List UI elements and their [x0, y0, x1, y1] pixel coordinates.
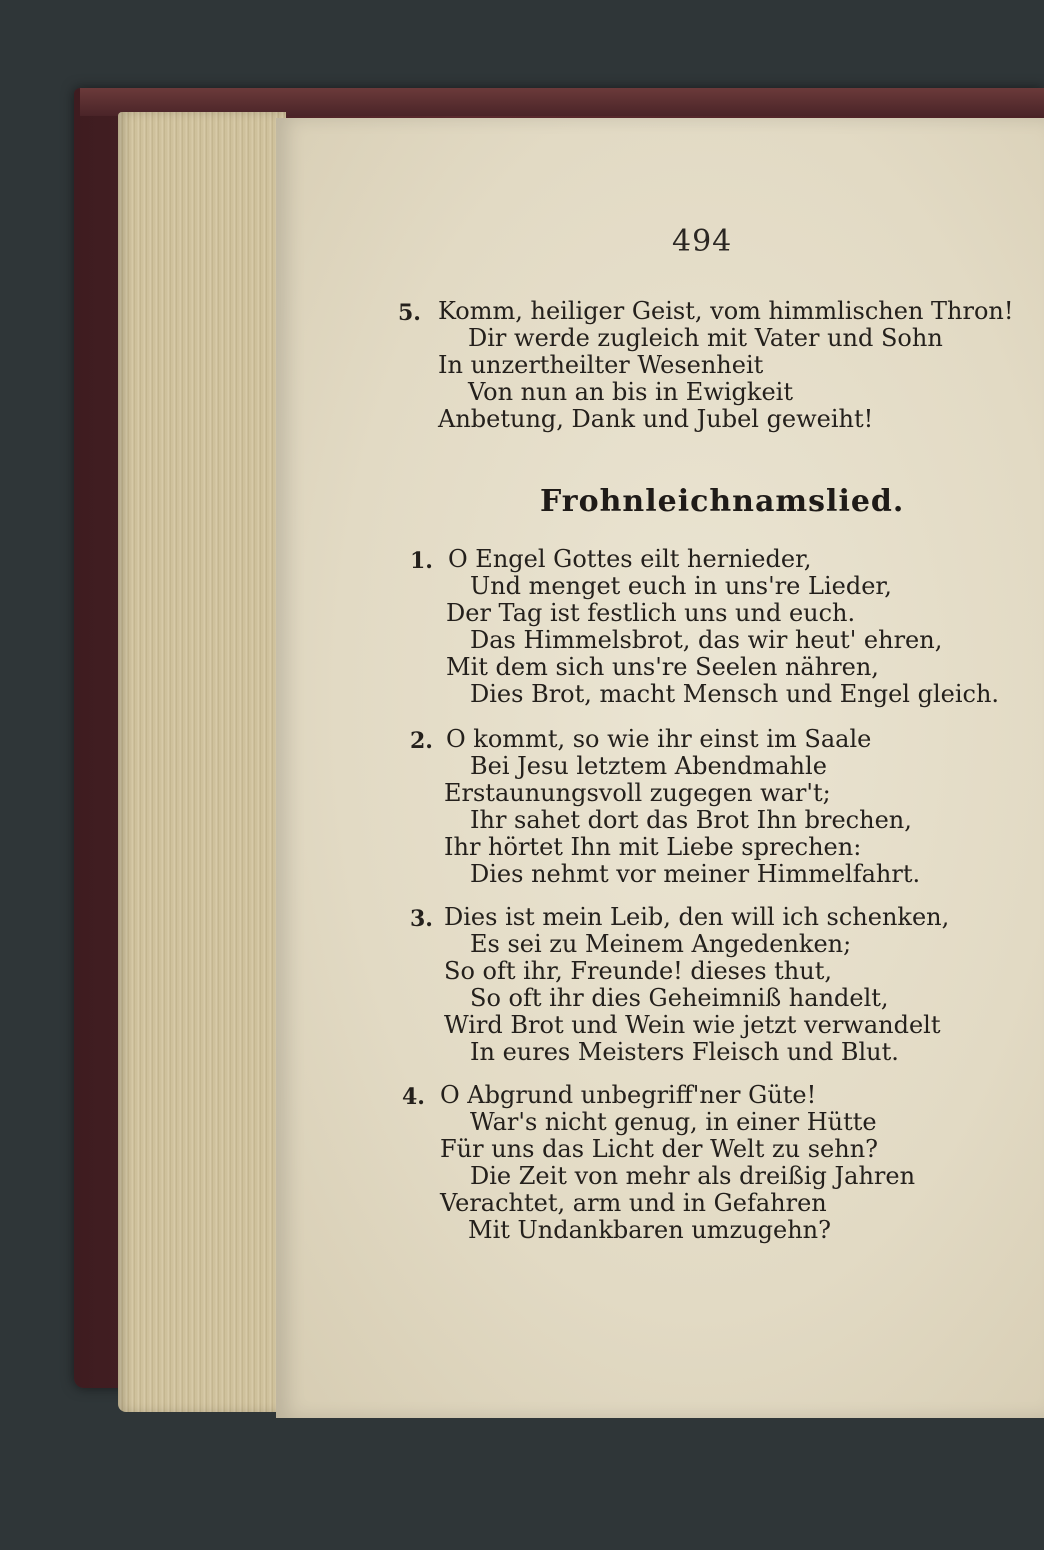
verse-1-number: 1.: [410, 548, 433, 574]
verse-1-line-3: Der Tag ist festlich uns und euch.: [446, 599, 856, 627]
verse-4-line-3: Für uns das Licht der Welt zu sehn?: [440, 1135, 879, 1163]
verse-5-line-1: Komm, heiliger Geist, vom himmlischen Thron!: [438, 297, 1014, 325]
verse-5-number: 5.: [398, 300, 421, 326]
verse-3-number: 3.: [410, 906, 433, 932]
page-number: 494: [672, 224, 733, 259]
verse-4-line-4: Die Zeit von mehr als dreißig Jahren: [470, 1162, 916, 1190]
verse-4-line-6: Mit Undankbaren umzugehn?: [468, 1216, 831, 1244]
verse-1-line-6: Dies Brot, macht Mensch und Engel gleich.: [470, 680, 1000, 708]
verse-1-line-2: Und menget euch in uns're Lieder,: [470, 572, 892, 600]
verse-2-line-6: Dies nehmt vor meiner Himmelfahrt.: [470, 860, 921, 888]
verse-3-line-2: Es sei zu Meinem Angedenken;: [470, 930, 852, 958]
verse-2-line-5: Ihr hörtet Ihn mit Liebe sprechen:: [444, 833, 862, 861]
verse-4-line-5: Verachtet, arm und in Gefahren: [440, 1189, 827, 1217]
verse-1-line-4: Das Himmelsbrot, das wir heut' ehren,: [470, 626, 943, 654]
verse-3-line-4: So oft ihr dies Geheimniß handelt,: [470, 984, 889, 1012]
page-edges: [118, 112, 286, 1412]
verse-2-line-3: Erstaunungsvoll zugegen war't;: [444, 779, 831, 807]
verse-1-line-5: Mit dem sich uns're Seelen nähren,: [446, 653, 879, 681]
verse-2-line-4: Ihr sahet dort das Brot Ihn brechen,: [470, 806, 912, 834]
verse-5-line-2: Dir werde zugleich mit Vater und Sohn: [468, 324, 943, 352]
verse-5-line-5: Anbetung, Dank und Jubel geweiht!: [438, 405, 874, 433]
verse-4-number: 4.: [402, 1084, 425, 1110]
verse-3-line-1: Dies ist mein Leib, den will ich schenken,: [444, 903, 950, 931]
verse-2-line-2: Bei Jesu letztem Abendmahle: [470, 752, 827, 780]
verse-1-line-1: O Engel Gottes eilt hernieder,: [448, 545, 812, 573]
verse-4-line-2: War's nicht genug, in einer Hütte: [470, 1108, 877, 1136]
verse-3-line-5: Wird Brot und Wein wie jetzt verwandelt: [444, 1011, 941, 1039]
verse-4-line-1: O Abgrund unbegriff'ner Güte!: [440, 1081, 817, 1109]
verse-2-number: 2.: [410, 728, 433, 754]
hymn-title: Frohnleichnamslied.: [540, 484, 905, 519]
verse-5-line-4: Von nun an bis in Ewigkeit: [468, 378, 793, 406]
verse-3-line-3: So oft ihr, Freunde! dieses thut,: [444, 957, 832, 985]
verse-2-line-1: O kommt, so wie ihr einst im Saale: [446, 725, 872, 753]
verse-5-line-3: In unzertheilter Wesenheit: [438, 351, 764, 379]
verse-3-line-6: In eures Meisters Fleisch und Blut.: [470, 1038, 899, 1066]
